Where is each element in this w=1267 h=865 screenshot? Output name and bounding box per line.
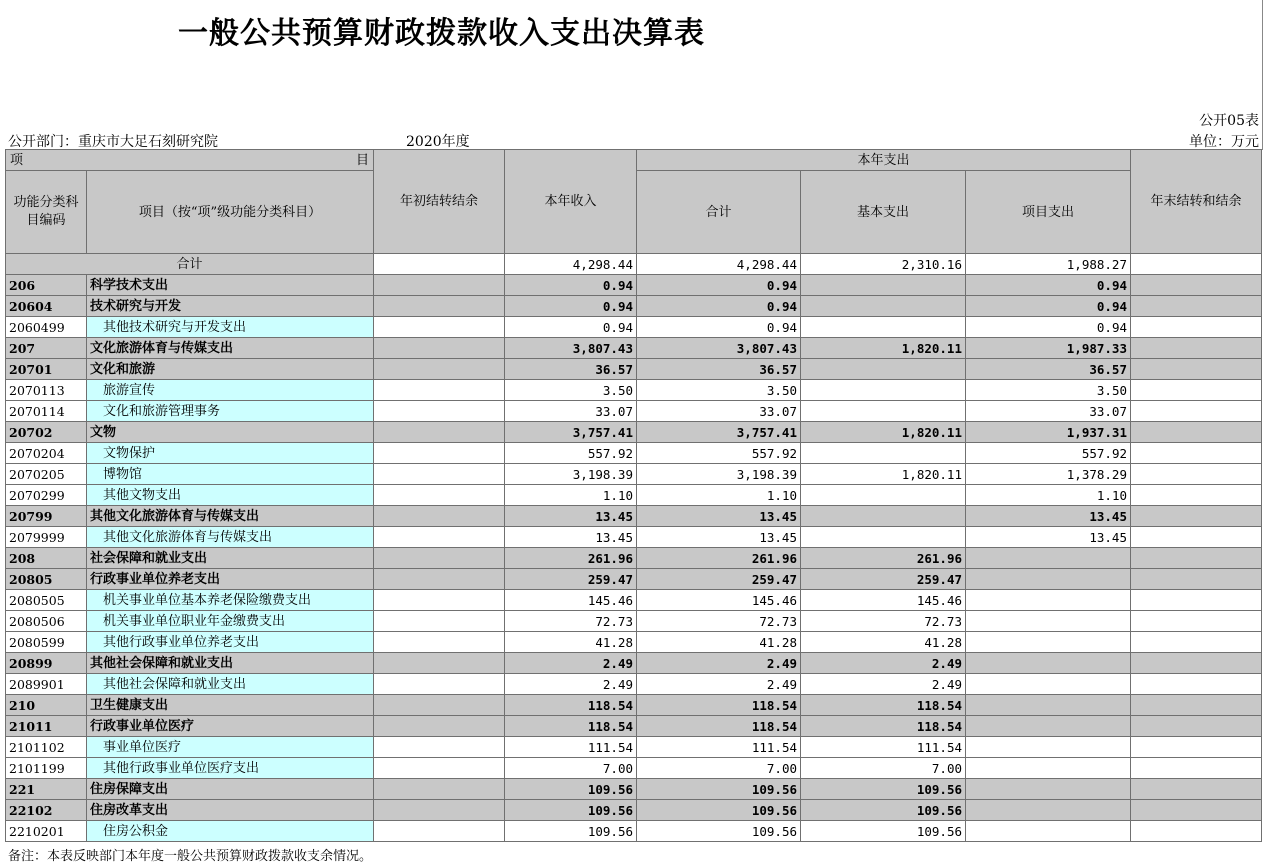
cell-income: 261.96 [505, 548, 637, 569]
cell-carry-out [1131, 695, 1262, 716]
table-row [6, 464, 1262, 485]
cell-carry-out [1131, 758, 1262, 779]
cell-total: 259.47 [637, 569, 801, 590]
table-row [6, 632, 1262, 653]
cell-name: 其他文化旅游体育与传媒支出 [87, 506, 374, 527]
table-row [6, 590, 1262, 611]
cell-carry-in [374, 590, 505, 611]
cell-code: 20799 [6, 506, 87, 527]
cell-total: 3.50 [637, 380, 801, 401]
page-edge-line [1262, 0, 1263, 150]
cell-total: 3,757.41 [637, 422, 801, 443]
cell-project: 0.94 [966, 317, 1131, 338]
header-income: 本年收入 [505, 150, 637, 254]
cell-project: 0.94 [966, 296, 1131, 317]
table-row [6, 779, 1262, 800]
cell-name: 博物馆 [87, 464, 374, 485]
cell-name: 其他技术研究与开发支出 [87, 317, 374, 338]
header-item-cell [6, 150, 374, 171]
cell-income: 3,807.43 [505, 338, 637, 359]
cell-code: 2080505 [6, 590, 87, 611]
cell-carry-out [1131, 590, 1262, 611]
cell-carry-out [1131, 296, 1262, 317]
cell-project: 13.45 [966, 527, 1131, 548]
cell-income: 3.50 [505, 380, 637, 401]
cell-project [966, 632, 1131, 653]
table-row [6, 401, 1262, 422]
cell-project [966, 737, 1131, 758]
cell-project [966, 779, 1131, 800]
cell-total: 3,198.39 [637, 464, 801, 485]
form-number: 公开05表 [1199, 113, 1259, 129]
cell-income: 7.00 [505, 758, 637, 779]
cell-income: 0.94 [505, 275, 637, 296]
table-row [6, 506, 1262, 527]
cell-basic: 261.96 [801, 548, 966, 569]
cell-carry-in [374, 527, 505, 548]
cell-carry-out [1131, 653, 1262, 674]
cell-total: 72.73 [637, 611, 801, 632]
cell-basic [801, 380, 966, 401]
cell-carry-in [374, 611, 505, 632]
table-row [6, 674, 1262, 695]
cell-carry-out [1131, 401, 1262, 422]
cell-carry-out [1131, 716, 1262, 737]
cell-code: 20702 [6, 422, 87, 443]
cell-basic: 7.00 [801, 758, 966, 779]
cell-income: 3,198.39 [505, 464, 637, 485]
cell-total: 109.56 [637, 821, 801, 842]
cell-basic: 259.47 [801, 569, 966, 590]
cell-income: 0.94 [505, 296, 637, 317]
total-income: 4,298.44 [505, 254, 637, 275]
cell-basic: 1,820.11 [801, 338, 966, 359]
cell-carry-out [1131, 674, 1262, 695]
cell-project [966, 653, 1131, 674]
cell-total: 3,807.43 [637, 338, 801, 359]
cell-total: 33.07 [637, 401, 801, 422]
cell-basic: 2.49 [801, 653, 966, 674]
table-row [6, 443, 1262, 464]
cell-carry-out [1131, 800, 1262, 821]
table-row [6, 695, 1262, 716]
cell-total: 118.54 [637, 695, 801, 716]
cell-project [966, 569, 1131, 590]
cell-project [966, 548, 1131, 569]
cell-total: 118.54 [637, 716, 801, 737]
cell-project [966, 758, 1131, 779]
cell-basic [801, 527, 966, 548]
cell-project: 36.57 [966, 359, 1131, 380]
cell-carry-in [374, 737, 505, 758]
footnote: 备注：本表反映部门本年度一般公共预算财政拨款收支余情况。 [8, 849, 373, 864]
header-code: 功能分类科目编码 [6, 171, 87, 254]
cell-carry-out [1131, 422, 1262, 443]
cell-basic: 109.56 [801, 821, 966, 842]
cell-code: 2070299 [6, 485, 87, 506]
cell-basic: 72.73 [801, 611, 966, 632]
table-row [6, 800, 1262, 821]
cell-carry-in [374, 485, 505, 506]
cell-carry-in [374, 275, 505, 296]
cell-income: 2.49 [505, 674, 637, 695]
cell-basic [801, 506, 966, 527]
cell-basic [801, 296, 966, 317]
cell-carry-in [374, 296, 505, 317]
budget-table [5, 149, 1262, 842]
header-carry-in: 年初结转结余 [374, 150, 505, 254]
cell-code: 208 [6, 548, 87, 569]
cell-carry-in [374, 695, 505, 716]
cell-basic: 2.49 [801, 674, 966, 695]
cell-carry-in [374, 422, 505, 443]
cell-name: 机关事业单位职业年金缴费支出 [87, 611, 374, 632]
table-row [6, 737, 1262, 758]
table-row [6, 527, 1262, 548]
cell-code: 2101199 [6, 758, 87, 779]
cell-total: 2.49 [637, 674, 801, 695]
header-item-right: 目 [355, 152, 369, 168]
total-project: 1,988.27 [966, 254, 1131, 275]
cell-code: 2101102 [6, 737, 87, 758]
cell-carry-in [374, 779, 505, 800]
cell-basic: 41.28 [801, 632, 966, 653]
cell-name: 事业单位医疗 [87, 737, 374, 758]
table-row [6, 380, 1262, 401]
cell-name: 旅游宣传 [87, 380, 374, 401]
cell-carry-out [1131, 359, 1262, 380]
cell-basic [801, 317, 966, 338]
cell-income: 3,757.41 [505, 422, 637, 443]
cell-carry-in [374, 674, 505, 695]
table-row [6, 338, 1262, 359]
cell-code: 2080506 [6, 611, 87, 632]
cell-carry-in [374, 317, 505, 338]
header-item-left: 项 [10, 152, 24, 168]
table-row [6, 716, 1262, 737]
cell-income: 36.57 [505, 359, 637, 380]
cell-basic: 145.46 [801, 590, 966, 611]
total-basic: 2,310.16 [801, 254, 966, 275]
cell-code: 2060499 [6, 317, 87, 338]
cell-name: 机关事业单位基本养老保险缴费支出 [87, 590, 374, 611]
cell-code: 2070204 [6, 443, 87, 464]
cell-project: 13.45 [966, 506, 1131, 527]
cell-carry-in [374, 380, 505, 401]
cell-carry-in [374, 464, 505, 485]
cell-name: 其他社会保障和就业支出 [87, 674, 374, 695]
total-total: 4,298.44 [637, 254, 801, 275]
page-title: 一般公共预算财政拨款收入支出决算表 [178, 16, 705, 51]
cell-project: 1,987.33 [966, 338, 1131, 359]
cell-total: 0.94 [637, 317, 801, 338]
cell-name: 科学技术支出 [87, 275, 374, 296]
cell-code: 2070114 [6, 401, 87, 422]
cell-total: 41.28 [637, 632, 801, 653]
cell-name: 住房保障支出 [87, 779, 374, 800]
cell-name: 行政事业单位养老支出 [87, 569, 374, 590]
table-row [6, 275, 1262, 296]
cell-basic: 1,820.11 [801, 422, 966, 443]
cell-project: 1.10 [966, 485, 1131, 506]
cell-income: 557.92 [505, 443, 637, 464]
table-row [6, 317, 1262, 338]
cell-project [966, 611, 1131, 632]
table-row [6, 611, 1262, 632]
cell-carry-out [1131, 569, 1262, 590]
cell-code: 20805 [6, 569, 87, 590]
cell-total: 0.94 [637, 296, 801, 317]
cell-project: 557.92 [966, 443, 1131, 464]
cell-total: 13.45 [637, 527, 801, 548]
cell-carry-in [374, 632, 505, 653]
cell-project [966, 590, 1131, 611]
header-expense-group: 本年支出 [637, 150, 1131, 171]
cell-basic [801, 485, 966, 506]
year-label: 2020年度 [406, 134, 470, 150]
cell-total: 7.00 [637, 758, 801, 779]
cell-name: 行政事业单位医疗 [87, 716, 374, 737]
cell-project [966, 695, 1131, 716]
header-project: 项目支出 [966, 171, 1131, 254]
table-row [6, 821, 1262, 842]
cell-income: 2.49 [505, 653, 637, 674]
cell-project: 1,937.31 [966, 422, 1131, 443]
cell-name: 住房改革支出 [87, 800, 374, 821]
cell-income: 72.73 [505, 611, 637, 632]
cell-total: 261.96 [637, 548, 801, 569]
cell-carry-out [1131, 821, 1262, 842]
cell-income: 118.54 [505, 695, 637, 716]
total-carry-out [1131, 254, 1262, 275]
cell-total: 111.54 [637, 737, 801, 758]
cell-carry-out [1131, 443, 1262, 464]
cell-code: 2079999 [6, 527, 87, 548]
cell-code: 210 [6, 695, 87, 716]
cell-income: 1.10 [505, 485, 637, 506]
cell-income: 109.56 [505, 821, 637, 842]
cell-code: 221 [6, 779, 87, 800]
cell-basic: 118.54 [801, 716, 966, 737]
header-carry-out: 年末结转和结余 [1131, 150, 1262, 254]
cell-carry-out [1131, 317, 1262, 338]
table-row [6, 296, 1262, 317]
table-row [6, 359, 1262, 380]
cell-project [966, 716, 1131, 737]
cell-income: 0.94 [505, 317, 637, 338]
header-name: 项目（按“项”级功能分类科目） [87, 171, 374, 254]
cell-project: 33.07 [966, 401, 1131, 422]
total-label: 合计 [6, 254, 374, 275]
total-row [6, 254, 1262, 275]
cell-code: 2080599 [6, 632, 87, 653]
cell-code: 206 [6, 275, 87, 296]
cell-project: 1,378.29 [966, 464, 1131, 485]
cell-carry-out [1131, 338, 1262, 359]
cell-name: 住房公积金 [87, 821, 374, 842]
cell-code: 20899 [6, 653, 87, 674]
cell-name: 技术研究与开发 [87, 296, 374, 317]
cell-name: 其他文物支出 [87, 485, 374, 506]
table-row [6, 422, 1262, 443]
cell-carry-in [374, 821, 505, 842]
cell-code: 2070113 [6, 380, 87, 401]
cell-carry-out [1131, 737, 1262, 758]
department-label: 公开部门：重庆市大足石刻研究院 [8, 134, 218, 150]
table-row [6, 548, 1262, 569]
table-row [6, 758, 1262, 779]
cell-name: 卫生健康支出 [87, 695, 374, 716]
cell-carry-in [374, 758, 505, 779]
cell-income: 111.54 [505, 737, 637, 758]
cell-basic: 111.54 [801, 737, 966, 758]
cell-basic [801, 359, 966, 380]
cell-code: 21011 [6, 716, 87, 737]
cell-carry-in [374, 716, 505, 737]
cell-carry-in [374, 653, 505, 674]
cell-basic [801, 401, 966, 422]
cell-carry-in [374, 506, 505, 527]
cell-name: 文物保护 [87, 443, 374, 464]
cell-total: 557.92 [637, 443, 801, 464]
cell-name: 其他行政事业单位养老支出 [87, 632, 374, 653]
cell-carry-out [1131, 779, 1262, 800]
cell-income: 109.56 [505, 800, 637, 821]
cell-name: 其他社会保障和就业支出 [87, 653, 374, 674]
cell-project [966, 800, 1131, 821]
cell-basic [801, 275, 966, 296]
cell-basic: 118.54 [801, 695, 966, 716]
cell-total: 0.94 [637, 275, 801, 296]
cell-carry-out [1131, 611, 1262, 632]
table-row [6, 485, 1262, 506]
cell-income: 259.47 [505, 569, 637, 590]
cell-total: 109.56 [637, 779, 801, 800]
cell-project [966, 821, 1131, 842]
cell-carry-out [1131, 464, 1262, 485]
cell-basic: 1,820.11 [801, 464, 966, 485]
cell-project: 3.50 [966, 380, 1131, 401]
cell-code: 22102 [6, 800, 87, 821]
cell-basic: 109.56 [801, 779, 966, 800]
header-total: 合计 [637, 171, 801, 254]
cell-carry-out [1131, 380, 1262, 401]
cell-name: 社会保障和就业支出 [87, 548, 374, 569]
cell-name: 文化和旅游管理事务 [87, 401, 374, 422]
cell-carry-out [1131, 548, 1262, 569]
cell-basic [801, 443, 966, 464]
cell-project: 0.94 [966, 275, 1131, 296]
cell-total: 109.56 [637, 800, 801, 821]
cell-income: 118.54 [505, 716, 637, 737]
cell-code: 2070205 [6, 464, 87, 485]
cell-income: 13.45 [505, 527, 637, 548]
cell-income: 41.28 [505, 632, 637, 653]
cell-carry-out [1131, 275, 1262, 296]
cell-carry-out [1131, 485, 1262, 506]
cell-total: 145.46 [637, 590, 801, 611]
cell-basic: 109.56 [801, 800, 966, 821]
table-row [6, 653, 1262, 674]
cell-code: 2210201 [6, 821, 87, 842]
cell-total: 2.49 [637, 653, 801, 674]
cell-carry-out [1131, 506, 1262, 527]
total-carry-in [374, 254, 505, 275]
cell-income: 33.07 [505, 401, 637, 422]
cell-carry-in [374, 401, 505, 422]
cell-carry-in [374, 569, 505, 590]
table-row [6, 569, 1262, 590]
cell-carry-in [374, 800, 505, 821]
cell-name: 文化和旅游 [87, 359, 374, 380]
cell-carry-in [374, 338, 505, 359]
cell-carry-out [1131, 527, 1262, 548]
cell-income: 13.45 [505, 506, 637, 527]
cell-income: 145.46 [505, 590, 637, 611]
cell-project [966, 674, 1131, 695]
cell-total: 13.45 [637, 506, 801, 527]
header-row-1 [6, 150, 1262, 171]
cell-name: 其他行政事业单位医疗支出 [87, 758, 374, 779]
cell-carry-in [374, 359, 505, 380]
cell-code: 20604 [6, 296, 87, 317]
cell-code: 207 [6, 338, 87, 359]
cell-carry-in [374, 548, 505, 569]
cell-name: 其他文化旅游体育与传媒支出 [87, 527, 374, 548]
cell-code: 2089901 [6, 674, 87, 695]
cell-total: 1.10 [637, 485, 801, 506]
unit-label: 单位：万元 [1189, 134, 1259, 150]
cell-carry-out [1131, 632, 1262, 653]
cell-name: 文化旅游体育与传媒支出 [87, 338, 374, 359]
cell-carry-in [374, 443, 505, 464]
cell-income: 109.56 [505, 779, 637, 800]
cell-name: 文物 [87, 422, 374, 443]
header-basic: 基本支出 [801, 171, 966, 254]
cell-code: 20701 [6, 359, 87, 380]
cell-total: 36.57 [637, 359, 801, 380]
